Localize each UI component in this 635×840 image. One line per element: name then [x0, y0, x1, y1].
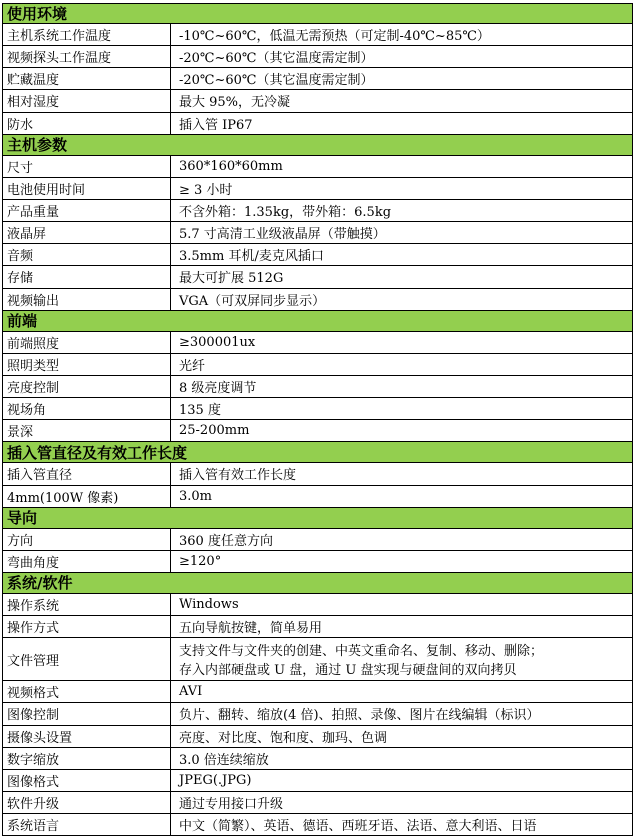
spec-value [171, 24, 632, 45]
spec-value [171, 638, 632, 680]
spec-value-line: 插入管有效工作长度 [179, 468, 297, 484]
spec-value-line: 3.0m [179, 488, 213, 504]
spec-value [171, 748, 632, 769]
spec-value [171, 46, 632, 67]
spec-value [171, 463, 632, 484]
spec-value-line: 360*160*60mm [179, 158, 283, 174]
section-header: 系统/软件 [2, 573, 633, 594]
table-row [2, 178, 633, 200]
spec-value-line: 不含外箱：1.35kg，带外箱：6.5kg [179, 205, 392, 221]
spec-value-line: 光纤 [179, 358, 206, 374]
spec-label: 音频 [3, 244, 171, 265]
spec-value [171, 113, 632, 134]
spec-label: 文件管理 [3, 638, 171, 680]
table-row [2, 24, 633, 46]
spec-label: 尺寸 [3, 156, 171, 177]
spec-value [171, 551, 632, 572]
table-row [2, 638, 633, 681]
spec-label: 操作方式 [3, 616, 171, 637]
section-header: 使用环境 [2, 3, 633, 24]
spec-value-line: ≥ 3 小时 [179, 182, 233, 198]
spec-value [171, 770, 632, 791]
spec-value-line: 插入管 IP67 [179, 117, 253, 133]
spec-label: 电池使用时间 [3, 178, 171, 199]
spec-value-line: 通过专用接口升级 [179, 797, 284, 812]
table-row [2, 551, 633, 573]
table-row [2, 68, 633, 90]
spec-label: 防水 [3, 113, 171, 134]
table-row [2, 266, 633, 288]
table-row [2, 726, 633, 748]
spec-label: 数字缩放 [3, 748, 171, 769]
table-row [2, 681, 633, 703]
table-row [2, 770, 633, 792]
spec-value [171, 178, 632, 199]
spec-label: 视频格式 [3, 681, 171, 702]
spec-label: 产品重量 [3, 200, 171, 221]
table-row [2, 90, 633, 112]
spec-value-line: 存入内部硬盘或 U 盘，通过 U 盘实现与硬盘间的双向拷贝 [179, 663, 517, 679]
section-header: 插入管直径及有效工作长度 [2, 442, 633, 463]
spec-label: 照明类型 [3, 354, 171, 375]
spec-value [171, 332, 632, 353]
spec-label: 景深 [3, 420, 171, 441]
spec-label: 主机系统工作温度 [3, 24, 171, 45]
spec-value [171, 200, 632, 221]
spec-value-line: 中文（简繁）、英语、德语、西班牙语、法语、意大利语、日语 [179, 819, 537, 835]
spec-label: 贮藏温度 [3, 68, 171, 89]
spec-value-line: -10℃~60℃，低温无需预热（可定制-40℃~85℃） [179, 29, 490, 45]
table-row [2, 748, 633, 770]
spec-value [171, 529, 632, 550]
table-row [2, 354, 633, 376]
spec-value [171, 244, 632, 265]
table-row [2, 156, 633, 178]
table-row [2, 398, 633, 420]
section-header: 导向 [2, 508, 633, 529]
section-header: 主机参数 [2, 135, 633, 156]
spec-label: 软件升级 [3, 792, 171, 813]
spec-label: 弯曲角度 [3, 551, 171, 572]
spec-label: 插入管直径 [3, 463, 171, 484]
spec-value [171, 616, 632, 637]
spec-value [171, 486, 632, 507]
spec-value-line: -20℃~60℃（其它温度需定制） [179, 73, 374, 89]
table-row [2, 113, 633, 135]
spec-value-line: -20℃~60℃（其它温度需定制） [179, 51, 374, 67]
table-row [2, 616, 633, 638]
spec-value-line: ≥300001ux [179, 334, 256, 350]
spec-value [171, 90, 632, 111]
table-row [2, 332, 633, 354]
spec-value-line: 支持文件与文件夹的创建、中英文重命名、复制、移动、删除； [179, 644, 544, 660]
spec-label: 方向 [3, 529, 171, 550]
spec-label: 视频输出 [3, 289, 171, 310]
spec-label: 前端照度 [3, 332, 171, 353]
spec-value-line: 5.7 寸高清工业级液晶屏（带触摸） [179, 227, 386, 243]
spec-value [171, 156, 632, 177]
section-header: 前端 [2, 311, 633, 332]
table-row [2, 529, 633, 551]
spec-value-line: ≥120° [179, 553, 222, 569]
spec-value-line: 最大 95%，无冷凝 [179, 95, 291, 111]
spec-value-line: JPEG(.JPG) [179, 772, 252, 788]
spec-label: 视场角 [3, 398, 171, 419]
spec-value-line: VGA（可双屏同步显示） [179, 293, 326, 309]
spec-value [171, 681, 632, 702]
spec-label: 4mm(100W 像素) [3, 486, 171, 507]
table-row [2, 594, 633, 616]
table-row [2, 376, 633, 398]
spec-value [171, 792, 632, 813]
spec-value-line: 3.5mm 耳机/麦克风插口 [179, 249, 324, 265]
spec-value-line: 亮度、对比度、饱和度、珈玛、色调 [179, 730, 388, 746]
spec-value-line: 负片、翻转、缩放(4 倍)、拍照、录像、图片在线编辑（标识） [179, 708, 540, 724]
spec-label: 亮度控制 [3, 376, 171, 397]
table-row [2, 792, 633, 814]
spec-label: 摄像头设置 [3, 726, 171, 747]
spec-label: 存储 [3, 266, 171, 287]
table-row [2, 486, 633, 508]
spec-value-line: 3.0 倍连续缩放 [179, 752, 269, 768]
table-row [2, 703, 633, 725]
spec-value [171, 594, 632, 615]
table-row [2, 222, 633, 244]
spec-value-line: 最大可扩展 512G [179, 271, 284, 287]
table-row [2, 289, 633, 311]
spec-value [171, 68, 632, 89]
spec-label: 图像格式 [3, 770, 171, 791]
spec-label: 相对湿度 [3, 90, 171, 111]
table-row [2, 200, 633, 222]
table-row [2, 463, 633, 485]
spec-value [171, 726, 632, 747]
spec-value [171, 420, 632, 441]
spec-value-line: 360 度任意方向 [179, 533, 273, 549]
spec-value-line: 25-200mm [179, 423, 250, 439]
spec-table [2, 3, 633, 836]
table-row [2, 814, 633, 836]
spec-value-line: 8 级亮度调节 [179, 381, 257, 397]
table-row [2, 244, 633, 266]
spec-value-line: 135 度 [179, 403, 221, 419]
spec-label: 系统语言 [3, 814, 171, 835]
spec-value-line: Windows [179, 597, 239, 613]
spec-value [171, 289, 632, 310]
spec-value [171, 376, 632, 397]
spec-value [171, 814, 632, 835]
spec-value [171, 354, 632, 375]
spec-value [171, 398, 632, 419]
spec-label: 图像控制 [3, 703, 171, 724]
spec-label: 视频探头工作温度 [3, 46, 171, 67]
spec-value-line: 五向导航按键，简单易用 [179, 621, 323, 637]
spec-label: 液晶屏 [3, 222, 171, 243]
table-row [2, 46, 633, 68]
table-row [2, 420, 633, 442]
spec-label: 操作系统 [3, 594, 171, 615]
spec-value-line: AVI [179, 684, 203, 700]
spec-value [171, 222, 632, 243]
spec-value [171, 703, 632, 724]
spec-value [171, 266, 632, 287]
